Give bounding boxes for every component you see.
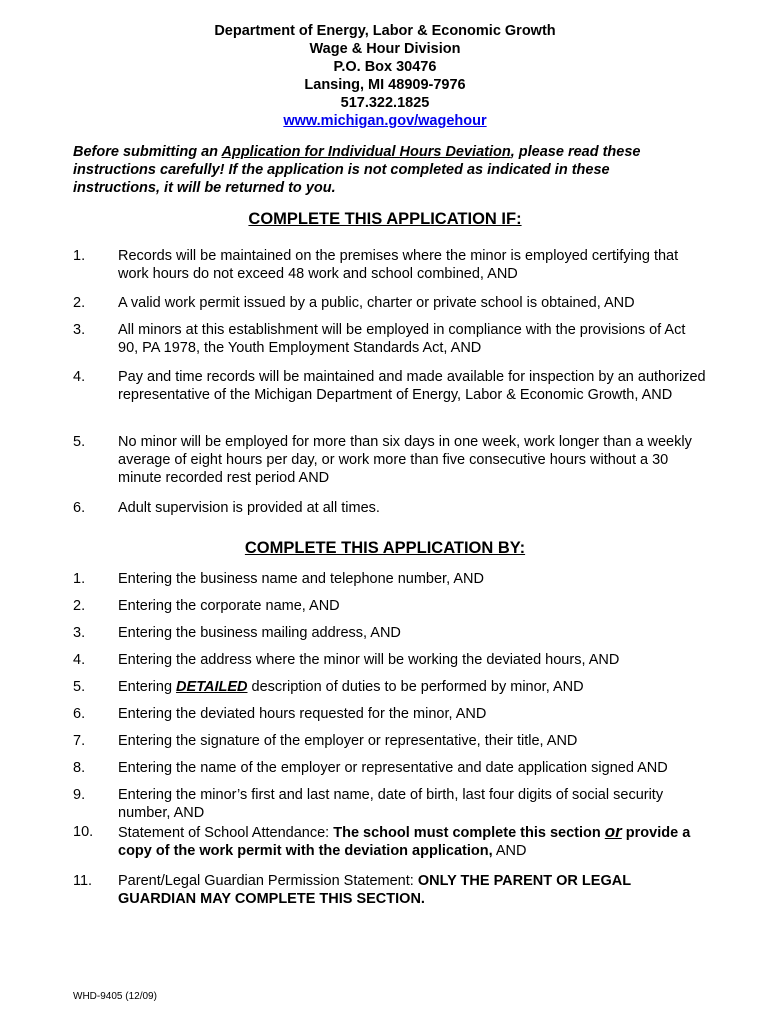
- agency-header: [0, 22, 770, 130]
- po-box: P.O. Box 30476: [333, 59, 437, 75]
- phone-number: 517.322.1825: [340, 95, 430, 111]
- application-name: Application for Individual Hours Deviation: [221, 144, 511, 160]
- website-link[interactable]: www.michigan.gov/wagehour: [283, 113, 487, 129]
- or-emphasis: or: [604, 822, 622, 841]
- section-title-if: COMPLETE THIS APPLICATION IF:: [248, 210, 522, 228]
- detailed-emphasis: DETAILED: [176, 679, 248, 695]
- form-id: WHD-9405 (12/09): [73, 991, 157, 1002]
- agency-name: Department of Energy, Labor & Economic Growth: [214, 23, 556, 39]
- division-name: Wage & Hour Division: [309, 41, 461, 57]
- intro-paragraph: Before submitting an Application for Individual Hours Deviation, please read these instructions carefully! If the application is not completed as indicated in these instructions, it will be returned to you.: [73, 144, 641, 196]
- city-state-zip: Lansing, MI 48909-7976: [304, 77, 466, 93]
- section-title-by: COMPLETE THIS APPLICATION BY:: [244, 539, 526, 557]
